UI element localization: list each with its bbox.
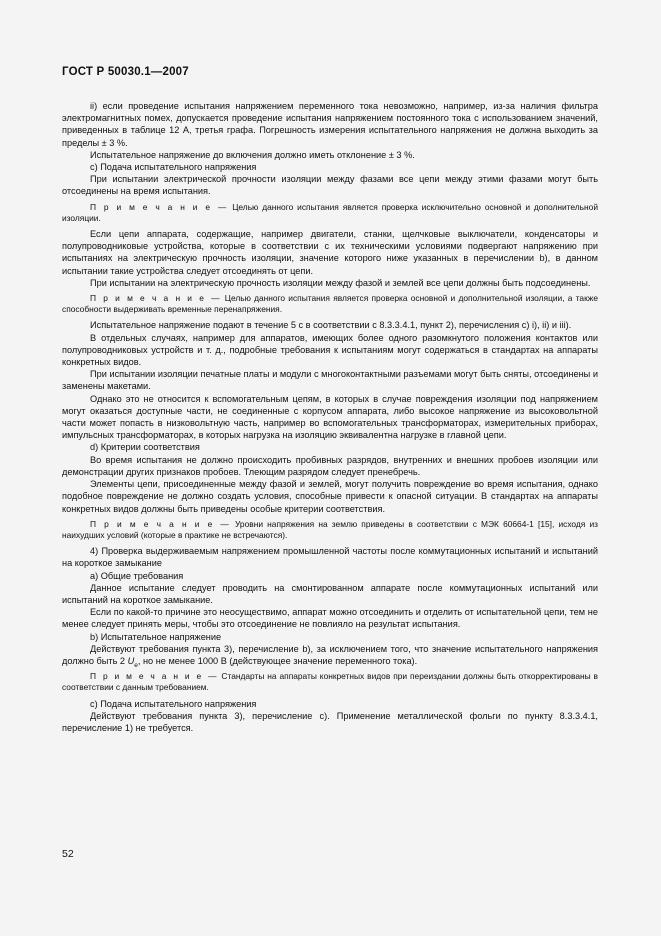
subheading: а) Общие требования [90,570,184,581]
note-label: П р и м е ч а н и е — [90,201,229,212]
paragraph: Элементы цепи, присоединенные между фазой и землей, могут получить повреждение во время испытания, однако подобное повреждение не должно создать условия, способные привести к опасной ситуации. В стандартах на аппараты конкретных видов должны быть приведены особые критерии соответствия. [62,479,598,514]
paragraph: Испытательное напряжение подают в течение 5 с в соответствии с 8.3.3.4.1, пункт 2), перечисления с) i), ii) и iii). [90,320,572,331]
note-label: П р и м е ч а н и е — [90,518,231,529]
note-text: Целью данного испытания является проверка исключительно основной и дополнительной изоляции. [62,201,598,223]
paragraph: Испытательное напряжение до включения должно иметь отклонение ± 3 %. [90,149,415,160]
voltage-subscript: e [134,661,138,669]
paragraph: Данное испытание следует проводить на смонтированном аппарате после коммутационных испытаний или испытаний на короткое замыкание. [62,582,598,605]
paragraph: Действуют требования пункта 3), перечисление с). Применение металлической фольги по пункту 8.3.3.4.1, перечисление 1) не требуется. [62,710,598,733]
paragraph: Если цепи аппарата, содержащие, например двигатели, станки, щелчковые выключатели, конденсаторы и полупроводниковые устройства, которые в соответствии с их техническими условиями подвергают напряжению при испытаниях на электрическую прочность изоляции, значение которого ниже указанных в перечислении b), в данном испытании такие устройства следует отсоединять от цепи. [62,229,598,276]
document-header: ГОСТ Р 50030.1—2007 [62,66,189,78]
note-text: Уровни напряжения на землю приведены в соответствии с МЭК 60664-1 [15], исходя из наихудших условий (которые в практике не встречаются). [62,518,598,540]
text-run: , но не менее 1000 В (действующее значение переменного тока). [137,655,418,666]
paragraph: Однако это не относится к вспомогательным цепям, в которых в случае повреждения изоляции под напряжением могут оказаться доступные части, не соединенные с корпусом аппарата, либо высокое напряжение из высоковольтной части может попасть в низковольтную часть, например во вспомогательных трансформаторах, измерительных приборах, импульсных трансформаторах, в которых нагрузка на изоляцию эквивалентна нагрузке в главной цепи. [62,393,598,441]
note-text: Целью данного испытания является проверка основной и дополнительной изоляции, а также способности выдерживать временные перенапряжения. [62,293,599,315]
note-label: П р и м е ч а н и е — [90,293,222,304]
note [62,519,598,541]
subheading: с) Подача испытательного напряжения [90,162,257,173]
note [62,202,598,224]
paragraph: 4) Проверка выдерживаемым напряжением промышленной частоты после коммутационных испытаний и испытаний на короткое замыкание [62,546,598,569]
paragraph: В отдельных случаях, например для аппаратов, имеющих более одного разомкнутого положения контактов или полупроводниковых устройств и т. д., подробные требования к испытаниям могут содержаться в стандартах на аппараты конкретных видов. [62,332,598,368]
voltage-symbol: U [127,655,135,666]
subheading: d) Критерии соответствия [90,442,200,453]
paragraph: При испытании электрической прочности изоляции между фазами все цепи между этими фазами могут быть отсоединены на время испытания. [62,174,598,197]
note-label: П р и м е ч а н и е — [90,671,219,682]
paragraph: Во время испытания не должно происходить пробивных разрядов, внутренних и внешних пробоев изоляции или демонстрации других признаков пробоев. Тлеющим разрядом следует пренебречь. [62,454,598,477]
paragraph [62,643,598,667]
page-number: 52 [62,848,74,860]
note [62,671,598,693]
paragraph: При испытании изоляции печатные платы и модули с многоконтактными разъемами могут быть сняты, отсоединены и заменены макетами. [62,369,598,392]
paragraph: Если по какой-то причине это неосуществимо, аппарат можно отсоединить и отделить от испытательной цепи, тем не менее следует принять меры, чтобы это отсоединение не повлияло на результат испытания. [62,607,598,630]
paragraph: При испытании на электрическую прочность изоляции между фазой и землей все цепи должны быть подсоединены. [90,277,591,288]
note [62,293,598,315]
document-body [62,100,598,734]
subheading: с) Подача испытательного напряжения [90,698,257,709]
note-text: Стандарты на аппараты конкретных видов при переиздании должны быть откорректированы в соответствии с данным требованием. [62,671,599,693]
text-run: Действуют требования пункта 3), перечисление b), за исключением того, что значение испытательного напряжения должно быть 2 [62,643,598,666]
subheading: b) Испытательное напряжение [90,631,222,642]
paragraph: ii) если проведение испытания напряжением переменного тока невозможно, например, из-за наличия фильтра электромагнитных помех, допускается проведение испытания напряжением постоянного тока с использованием значений, приведенных в таблице 12 А, третья графа. Погрешность измерения испытательного напряжения не должна выходить за пределы ± 3 %. [62,101,598,148]
